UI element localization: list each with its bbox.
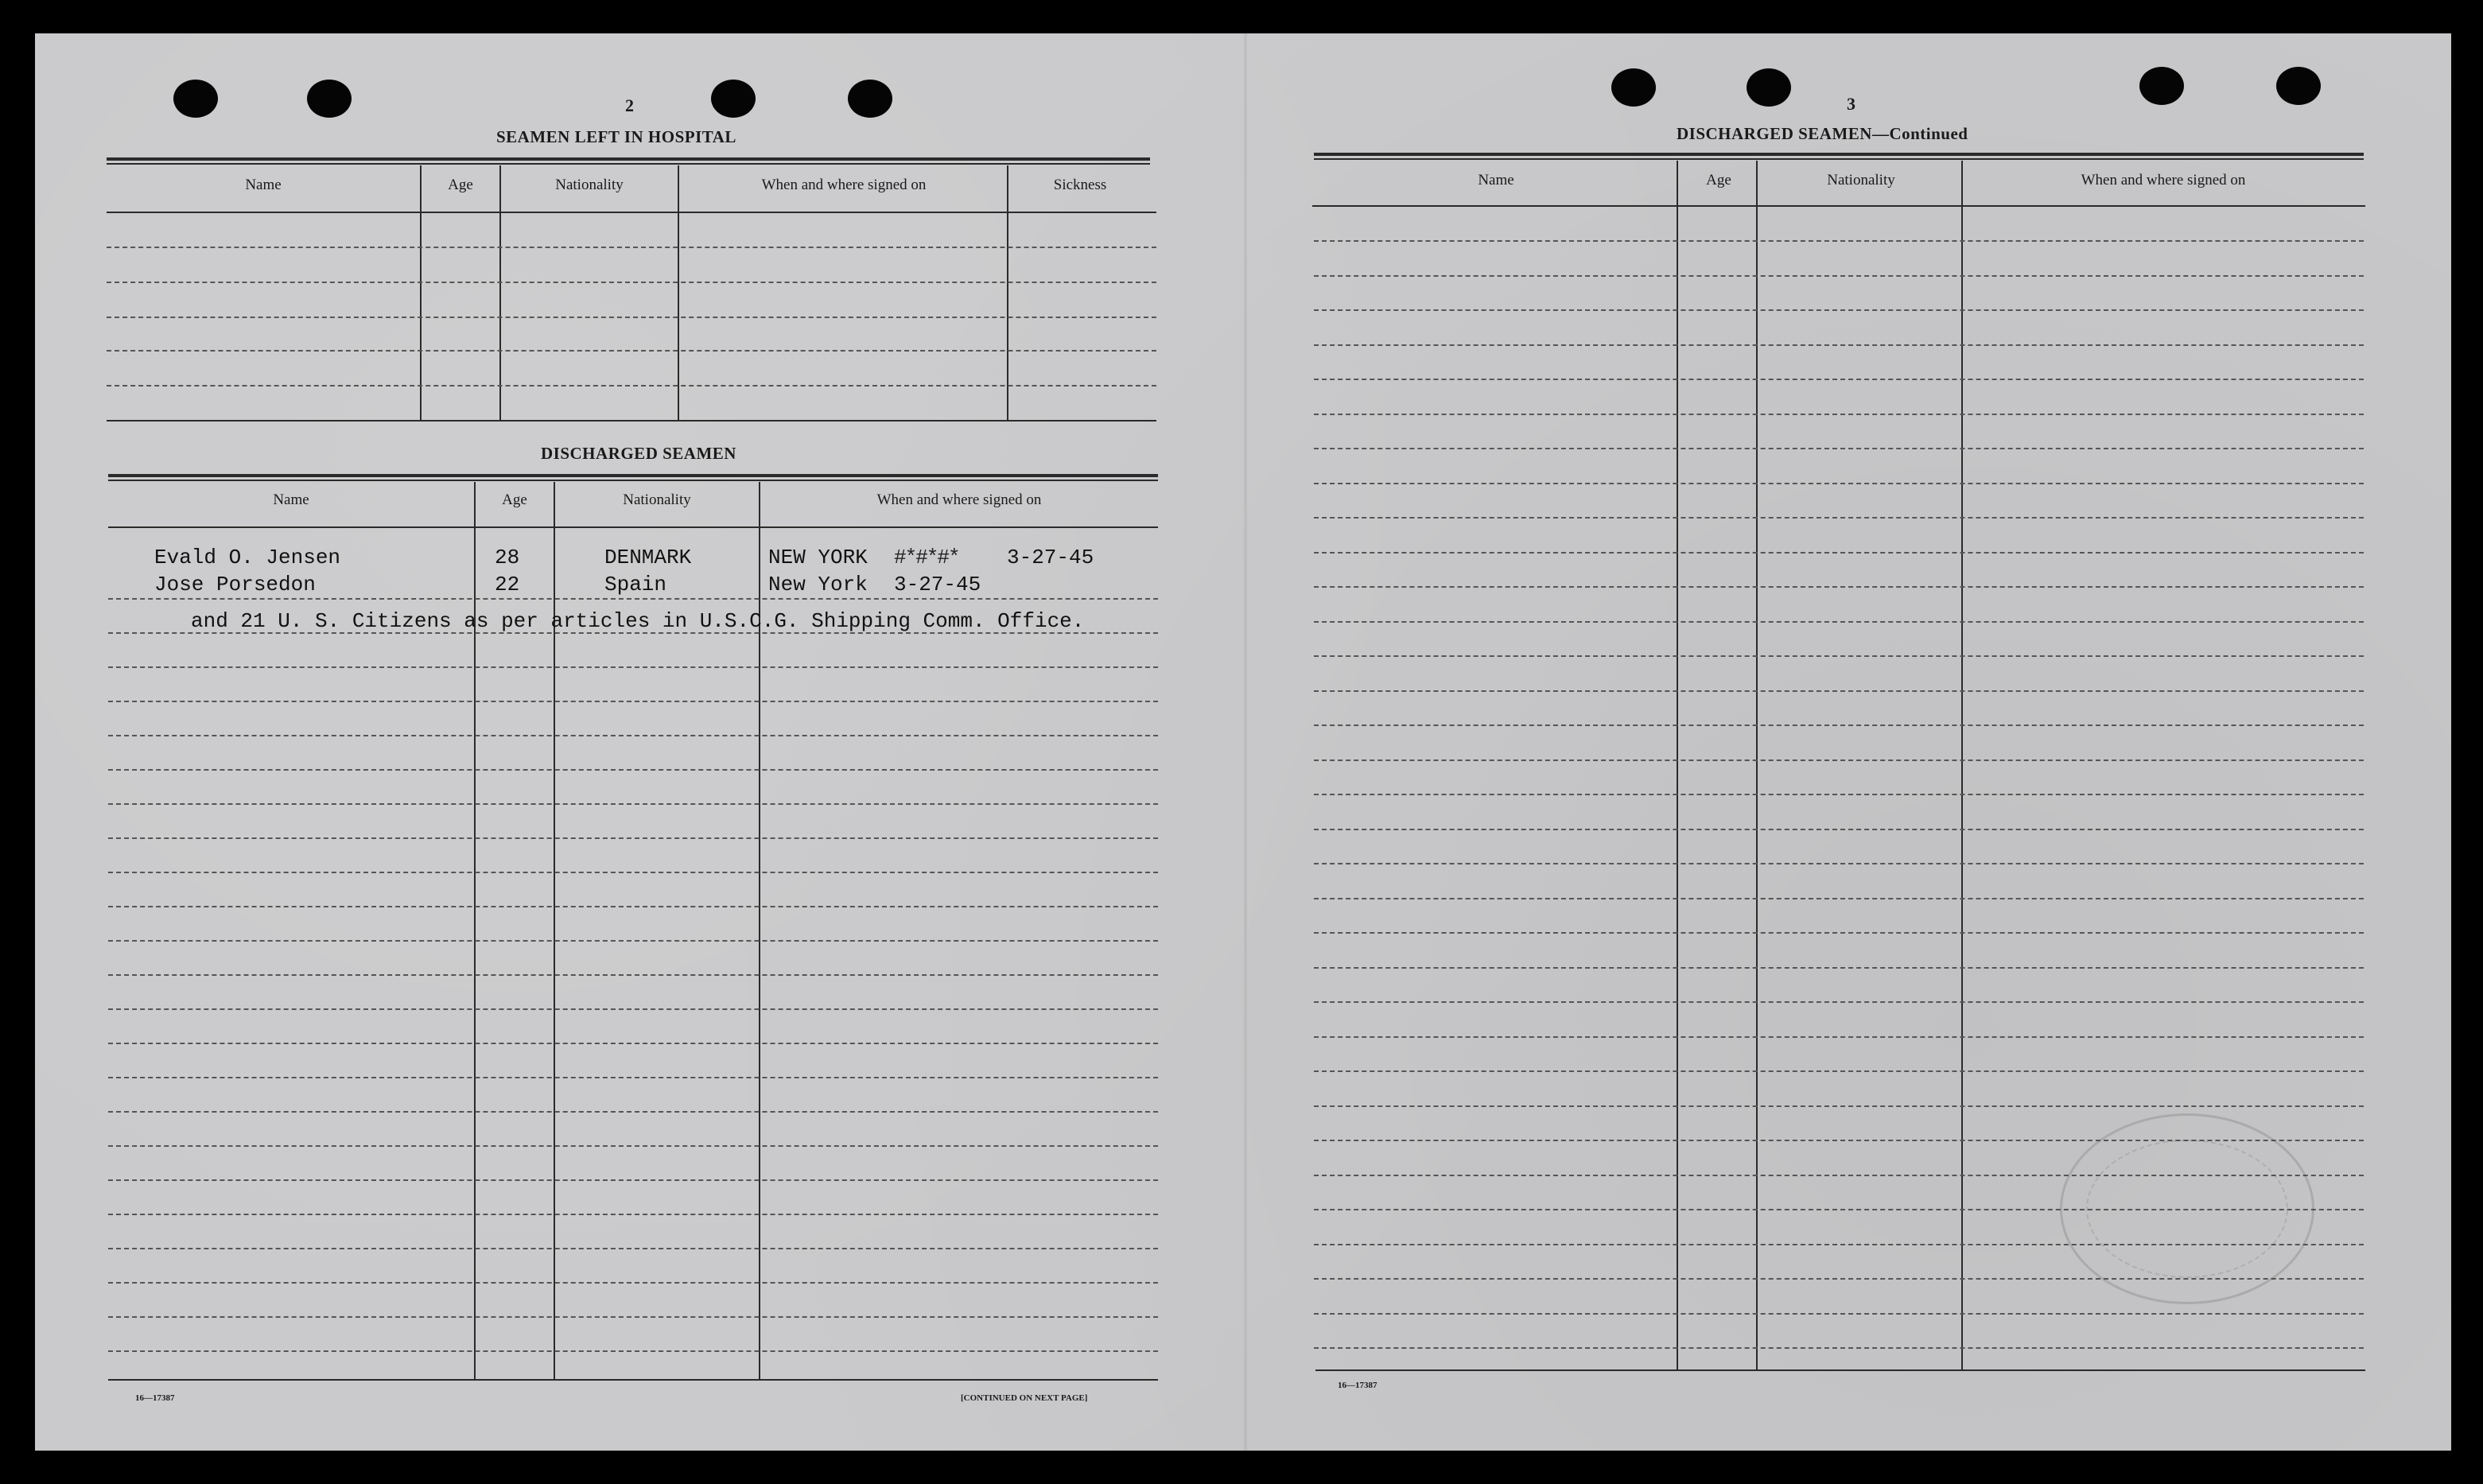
- hospital-col-age: Age: [448, 177, 473, 193]
- right-col-divider: [1961, 161, 1963, 1371]
- row-line: [108, 666, 1158, 668]
- discharged-col-age: Age: [502, 491, 527, 508]
- entry-age: 22: [495, 573, 520, 596]
- row-line: [1314, 586, 2364, 588]
- row-line: [1314, 483, 2364, 484]
- faded-stamp: [2060, 1113, 2314, 1304]
- hospital-col-divider: [420, 165, 422, 422]
- right-col-nationality: Nationality: [1827, 172, 1895, 188]
- row-line: [1314, 1001, 2364, 1003]
- punch-hole: [711, 80, 756, 118]
- row-line: [108, 803, 1158, 805]
- right-col-divider: [1677, 161, 1678, 1371]
- punch-hole: [2276, 67, 2321, 105]
- row-line: [1314, 967, 2364, 969]
- hospital-col-divider: [1007, 165, 1008, 422]
- citizens-note: and 21 U. S. Citizens as per articles in U.S.C.G. Shipping Comm. Office.: [191, 609, 1085, 633]
- hospital-col-name: Name: [245, 177, 282, 193]
- right-top-rule: [1314, 158, 2364, 160]
- row-line: [1314, 1347, 2364, 1349]
- row-line: [1314, 932, 2364, 934]
- row-line: [1314, 794, 2364, 795]
- row-line: [1314, 552, 2364, 554]
- hospital-header-rule: [107, 212, 1156, 213]
- hospital-col-signed-on: When and where signed on: [761, 177, 927, 193]
- hospital-col-sickness: Sickness: [1053, 177, 1107, 193]
- entry-place: New York: [768, 573, 868, 596]
- discharged-col-nationality: Nationality: [623, 491, 691, 508]
- entry-date: 3-27-45: [1007, 546, 1094, 569]
- row-line: [108, 632, 1158, 634]
- row-line: [108, 1282, 1158, 1284]
- entry-date: 3-27-45: [894, 573, 981, 596]
- punch-hole: [173, 80, 218, 118]
- discharged-top-rule: [108, 480, 1158, 481]
- continued-note: [CONTINUED ON NEXT PAGE]: [961, 1393, 1088, 1403]
- hospital-col-divider: [678, 165, 679, 422]
- row-line: [1314, 517, 2364, 519]
- row-line: [108, 974, 1158, 976]
- row-line: [108, 598, 1158, 600]
- hospital-top-rule: [107, 163, 1150, 165]
- row-line: [108, 1043, 1158, 1044]
- row-line: [1314, 655, 2364, 657]
- page-number-right: 3: [1847, 94, 1855, 114]
- row-line: [1314, 344, 2364, 346]
- hospital-row-line: [107, 247, 1156, 248]
- row-line: [108, 1179, 1158, 1181]
- row-line: [108, 940, 1158, 942]
- right-title-suffix: —Continued: [1871, 124, 1968, 143]
- row-line: [1314, 725, 2364, 726]
- hospital-row-line: [107, 385, 1156, 387]
- row-line: [108, 1008, 1158, 1010]
- hospital-row-line: [107, 317, 1156, 318]
- hospital-row-line: [107, 350, 1156, 352]
- right-top-rule: [1314, 153, 2364, 156]
- row-line: [108, 872, 1158, 873]
- page-number-left: 2: [625, 95, 634, 115]
- row-line: [108, 837, 1158, 839]
- punch-hole: [307, 80, 352, 118]
- row-line: [1314, 379, 2364, 380]
- row-line: [1314, 759, 2364, 761]
- row-line: [1314, 863, 2364, 864]
- hospital-col-nationality: Nationality: [555, 177, 624, 193]
- entry-age: 28: [495, 546, 520, 569]
- hospital-top-rule: [107, 157, 1150, 161]
- row-line: [108, 769, 1158, 771]
- entry-nationality: Spain: [604, 573, 667, 596]
- row-line: [108, 1145, 1158, 1147]
- punch-hole: [1611, 68, 1656, 107]
- discharged-header-rule: [108, 526, 1158, 528]
- struck-out-text: #*#*#*: [894, 546, 959, 569]
- row-line: [1314, 240, 2364, 242]
- discharged-col-signed-on: When and where signed on: [876, 491, 1042, 508]
- right-section-title: [1677, 124, 1968, 144]
- right-col-name: Name: [1478, 172, 1514, 188]
- row-line: [108, 1248, 1158, 1249]
- row-line: [1314, 414, 2364, 415]
- punch-hole: [2139, 67, 2184, 105]
- right-header-rule: [1312, 205, 2365, 207]
- row-line: [108, 1316, 1158, 1318]
- form-number-left: 16—17387: [135, 1393, 175, 1403]
- row-line: [108, 906, 1158, 907]
- row-line: [1314, 1313, 2364, 1315]
- punch-hole: [1747, 68, 1791, 107]
- hospital-row-line: [107, 282, 1156, 283]
- row-line: [1314, 1105, 2364, 1107]
- right-bottom-rule: [1315, 1369, 2365, 1371]
- right-col-divider: [1756, 161, 1758, 1371]
- row-line: [108, 1077, 1158, 1078]
- entry-name: Evald O. Jensen: [154, 546, 341, 569]
- row-line: [1314, 621, 2364, 623]
- entry-nationality: DENMARK: [604, 546, 692, 569]
- faded-stamp-ring: [2086, 1140, 2288, 1278]
- row-line: [1314, 275, 2364, 277]
- hospital-col-divider: [499, 165, 501, 422]
- right-title-main: DISCHARGED SEAMEN: [1677, 124, 1872, 143]
- row-line: [108, 1350, 1158, 1352]
- hospital-section-title: SEAMEN LEFT IN HOSPITAL: [496, 127, 736, 146]
- row-line: [108, 1214, 1158, 1215]
- right-col-signed-on: When and where signed on: [2081, 172, 2246, 188]
- row-line: [1314, 448, 2364, 449]
- row-line: [1314, 690, 2364, 692]
- page-fold: [1244, 33, 1247, 1451]
- discharged-top-rule: [108, 474, 1158, 477]
- punch-hole: [848, 80, 892, 118]
- row-line: [1314, 829, 2364, 830]
- form-number-right: 16—17387: [1338, 1381, 1378, 1390]
- entry-name: Jose Porsedon: [154, 573, 316, 596]
- row-line: [1314, 1070, 2364, 1072]
- right-col-age: Age: [1706, 172, 1731, 188]
- entry-place: NEW YORK: [768, 546, 868, 569]
- row-line: [108, 1111, 1158, 1113]
- discharged-bottom-rule: [108, 1379, 1158, 1381]
- row-line: [1314, 1036, 2364, 1038]
- row-line: [108, 735, 1158, 736]
- discharged-section-title: DISCHARGED SEAMEN: [541, 444, 736, 463]
- row-line: [108, 701, 1158, 702]
- hospital-bottom-rule: [107, 420, 1156, 422]
- discharged-col-name: Name: [273, 491, 309, 508]
- row-line: [1314, 898, 2364, 899]
- row-line: [1314, 309, 2364, 311]
